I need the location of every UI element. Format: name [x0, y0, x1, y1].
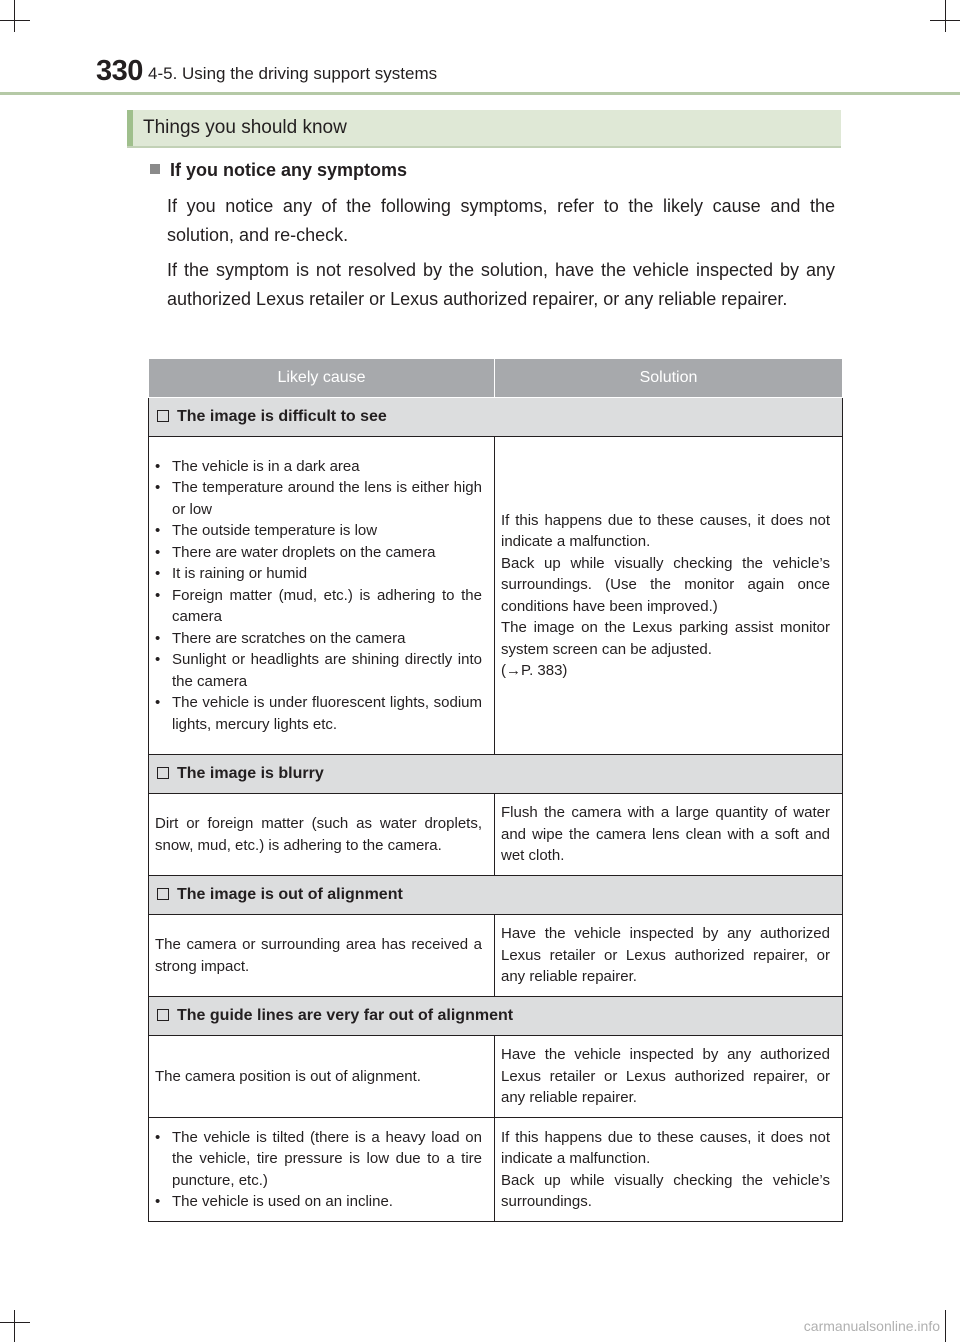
section-title: 4-5. Using the driving support systems	[148, 64, 438, 83]
table-row	[149, 1118, 843, 1222]
category-row	[149, 755, 843, 794]
symptoms-heading-text: If you notice any symptoms	[170, 160, 408, 180]
checkbox-icon	[157, 410, 169, 422]
square-bullet-icon	[150, 164, 160, 174]
solution-cell: If this happens due to these causes, it does not indicate a malfunction. Back up while visually checking the vehicle’s surroundings.	[495, 1118, 843, 1222]
column-header-likely-cause: Likely cause	[149, 359, 495, 398]
watermark: carmanualsonline.info	[803, 1318, 940, 1334]
crop-mark	[0, 20, 30, 21]
symptoms-heading	[150, 160, 407, 181]
cause-list	[155, 456, 482, 736]
list-item: • The vehicle is tilted (there is a heavy load on the vehicle, tire pressure is low due to a tire puncture, etc.)	[155, 1127, 482, 1192]
list-item: • The vehicle is in a dark area	[155, 456, 482, 478]
table-header-row	[149, 359, 843, 398]
solution-cell: Flush the camera with a large quantity of water and wipe the camera lens clean with a soft and wet cloth.	[495, 794, 843, 876]
category-cell	[149, 997, 843, 1036]
page-number: 330	[96, 55, 143, 87]
crop-mark	[945, 0, 946, 32]
crop-mark	[945, 1310, 946, 1342]
banner-accent-bar	[127, 110, 133, 146]
cause-list	[155, 1127, 482, 1213]
symptoms-paragraph: If you notice any of the following symptoms, refer to the likely cause and the solution, and re-check.	[167, 196, 835, 245]
solution-cell: Have the vehicle inspected by any authorized Lexus retailer or Lexus authorized repairer, or any reliable repairer.	[495, 1036, 843, 1118]
table-row	[149, 794, 843, 876]
checkbox-icon	[157, 888, 169, 900]
cause-cell: The camera position is out of alignment.	[149, 1036, 495, 1118]
list-item: • The vehicle is under fluorescent lights, sodium lights, mercury lights etc.	[155, 692, 482, 735]
crop-mark	[930, 20, 960, 21]
checkbox-icon	[157, 767, 169, 779]
crop-mark	[14, 1310, 15, 1342]
category-row	[149, 876, 843, 915]
category-cell	[149, 876, 843, 915]
column-header-solution: Solution	[495, 359, 843, 398]
symptoms-paragraph: If the symptom is not resolved by the solution, have the vehicle inspected by any authorized Lexus retailer or Lexus authorized repairer, or any reliable repairer.	[167, 260, 835, 309]
checkbox-icon	[157, 1009, 169, 1021]
banner-title: Things you should know	[143, 117, 347, 138]
header-rule	[0, 92, 960, 95]
troubleshooting-table	[148, 358, 843, 1222]
list-item: • The outside temperature is low	[155, 520, 482, 542]
list-item: • The vehicle is used on an incline.	[155, 1191, 482, 1213]
crop-mark	[14, 0, 15, 32]
category-title: The image is out of alignment	[177, 886, 403, 904]
crop-mark	[0, 1322, 30, 1323]
list-item: • Foreign matter (mud, etc.) is adhering to the camera	[155, 585, 482, 628]
cause-cell: The camera or surrounding area has received a strong impact.	[149, 915, 495, 997]
category-title: The image is difficult to see	[177, 408, 387, 426]
list-item: • It is raining or humid	[155, 563, 482, 585]
category-row	[149, 398, 843, 437]
solution-cell: If this happens due to these causes, it does not indicate a malfunction. Back up while visually checking the vehicle’s surroundings. (Use the monitor again once conditions have been improved.) The image on the Lexus parking assist monitor system screen can be adjusted. (→P. 383)	[495, 437, 843, 755]
category-cell	[149, 755, 843, 794]
cause-cell: Dirt or foreign matter (such as water droplets, snow, mud, etc.) is adhering to the camera.	[149, 794, 495, 876]
category-row	[149, 997, 843, 1036]
list-item: • There are scratches on the camera	[155, 628, 482, 650]
cause-cell	[149, 437, 495, 755]
table-row	[149, 1036, 843, 1118]
list-item: • There are water droplets on the camera	[155, 542, 482, 564]
cause-cell	[149, 1118, 495, 1222]
solution-cell: Have the vehicle inspected by any authorized Lexus retailer or Lexus authorized repairer, or any reliable repairer.	[495, 915, 843, 997]
category-title: The image is blurry	[177, 765, 324, 783]
category-cell	[149, 398, 843, 437]
things-you-should-know-banner	[127, 110, 841, 148]
list-item: • The temperature around the lens is either high or low	[155, 477, 482, 520]
page-header	[96, 55, 836, 91]
category-title: The guide lines are very far out of alignment	[177, 1007, 514, 1025]
table-row	[149, 915, 843, 997]
list-item: • Sunlight or headlights are shining directly into the camera	[155, 649, 482, 692]
table-row	[149, 437, 843, 755]
